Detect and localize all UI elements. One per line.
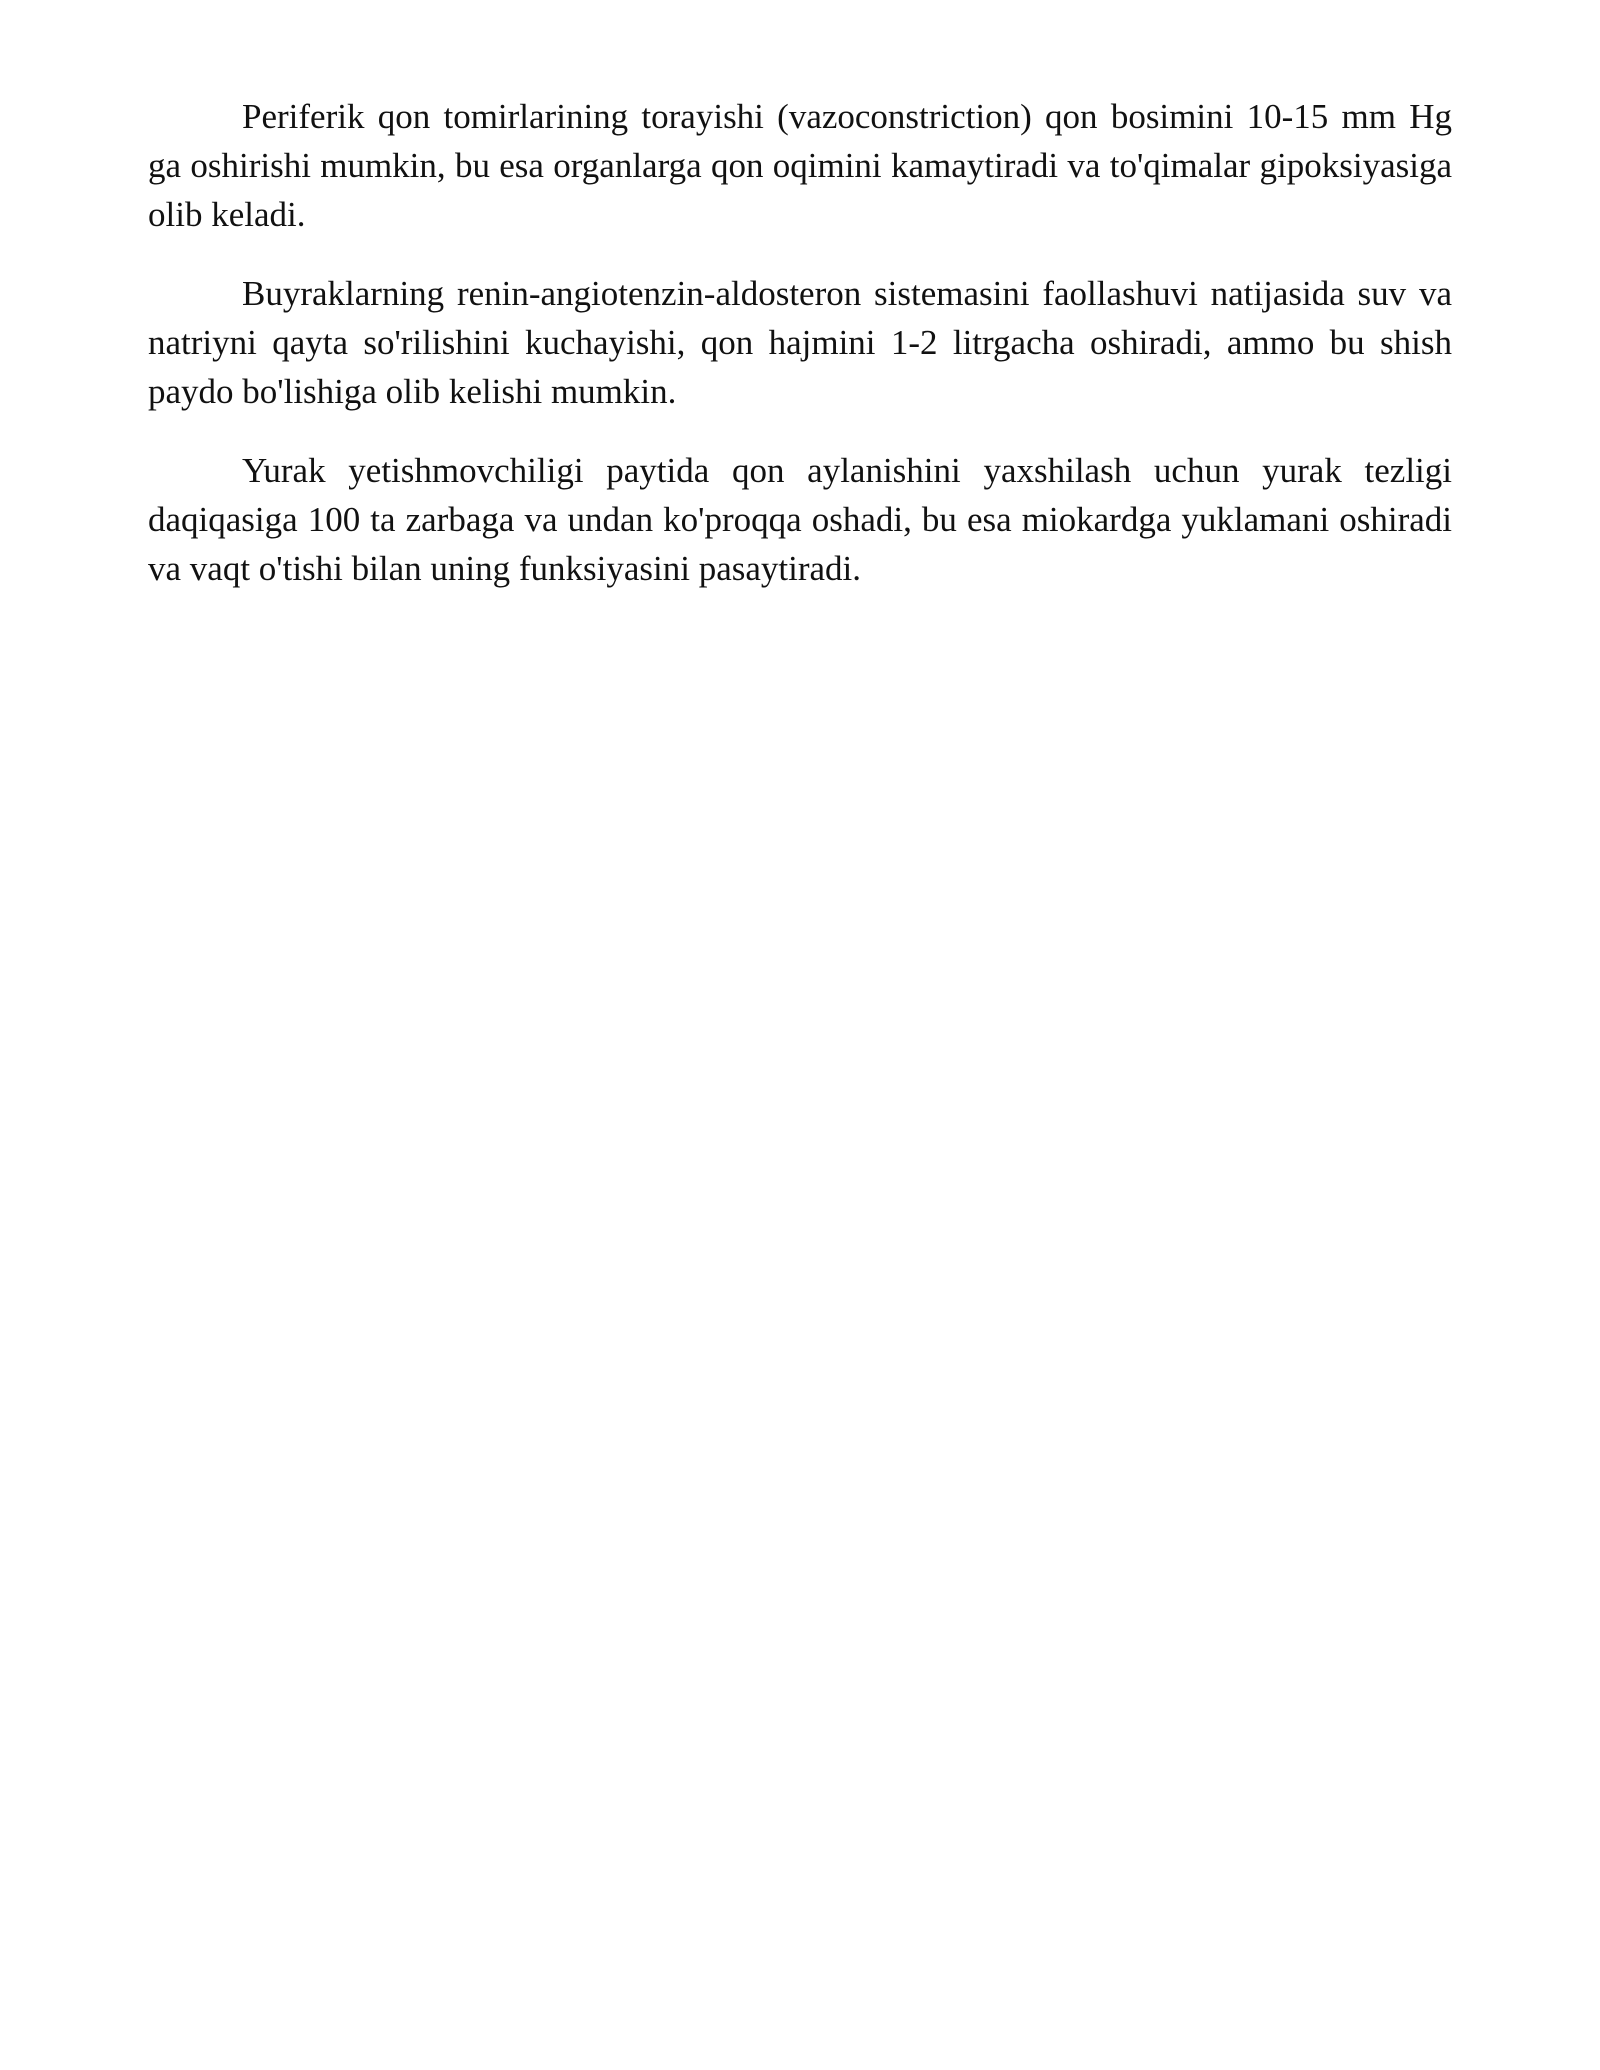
- paragraph: Periferik qon tomirlarining torayishi (vazoconstriction) qon bosimini 10-15 mm Hg ga oshirishi mumkin, bu esa organlarga qon oqimini kamaytiradi va to'qimalar gipoksiyasiga olib keladi.: [148, 97, 1452, 234]
- paragraph: Buyraklarning renin-angiotenzin-aldosteron sistemasini faollashuvi natijasida suv va natriyni qayta so'rilishini kuchayishi, qon hajmini 1-2 litrgacha oshiradi, ammo bu shish paydo bo'lishiga olib kelishi mumkin.: [148, 274, 1452, 411]
- paragraph: Yurak yetishmovchiligi paytida qon aylanishini yaxshilash uchun yurak tezligi daqiqasiga 100 ta zarbaga va undan ko'proqqa oshadi, bu esa miokardga yuklamani oshiradi va vaqt o'tishi bilan uning funksiyasini pasaytiradi.: [148, 451, 1452, 588]
- document-body: [148, 92, 1452, 623]
